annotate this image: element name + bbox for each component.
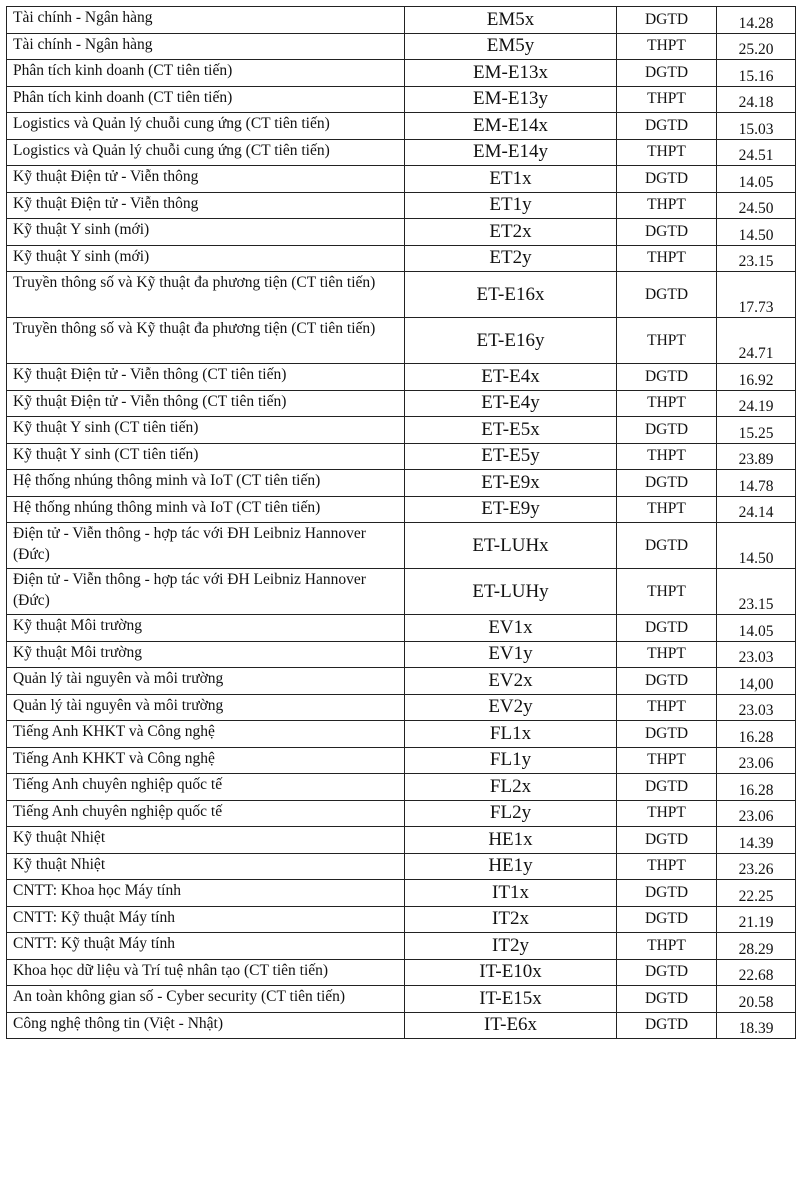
- exam-type-cell: DGTD: [617, 774, 717, 801]
- score-cell: 14.50: [717, 523, 796, 569]
- exam-type-cell: DGTD: [617, 668, 717, 695]
- program-code-cell: EM5y: [405, 33, 617, 60]
- program-name-cell: Kỹ thuật Y sinh (mới): [7, 245, 405, 272]
- table-row: [7, 721, 796, 748]
- score-cell: 15.16: [717, 60, 796, 87]
- program-name-cell: Kỹ thuật Y sinh (CT tiên tiến): [7, 443, 405, 470]
- program-name-cell: Kỹ thuật Nhiệt: [7, 827, 405, 854]
- table-row: [7, 166, 796, 193]
- exam-type-cell: THPT: [617, 318, 717, 364]
- program-name-cell: Công nghệ thông tin (Việt - Nhật): [7, 1012, 405, 1039]
- score-cell: 23.89: [717, 443, 796, 470]
- score-cell: 23.26: [717, 853, 796, 880]
- table-row: [7, 800, 796, 827]
- program-code-cell: ET-E9x: [405, 470, 617, 497]
- program-name-cell: CNTT: Kỹ thuật Máy tính: [7, 906, 405, 933]
- table-row: [7, 245, 796, 272]
- program-code-cell: ET-E16x: [405, 272, 617, 318]
- program-name-cell: Hệ thống nhúng thông minh và IoT (CT tiên tiến): [7, 496, 405, 523]
- program-name-cell: Tài chính - Ngân hàng: [7, 7, 405, 34]
- program-code-cell: EM5x: [405, 7, 617, 34]
- program-code-cell: EM-E13x: [405, 60, 617, 87]
- exam-type-cell: DGTD: [617, 880, 717, 907]
- score-cell: 25.20: [717, 33, 796, 60]
- table-row: [7, 959, 796, 986]
- score-cell: 24.14: [717, 496, 796, 523]
- exam-type-cell: DGTD: [617, 1012, 717, 1039]
- program-code-cell: IT-E15x: [405, 986, 617, 1013]
- program-name-cell: Phân tích kinh doanh (CT tiên tiến): [7, 60, 405, 87]
- table-row: [7, 933, 796, 960]
- table-row: [7, 774, 796, 801]
- program-code-cell: IT2x: [405, 906, 617, 933]
- program-code-cell: EV1y: [405, 641, 617, 668]
- program-name-cell: Kỹ thuật Môi trường: [7, 615, 405, 642]
- score-cell: 14.05: [717, 615, 796, 642]
- exam-type-cell: THPT: [617, 641, 717, 668]
- program-name-cell: Kỹ thuật Điện tử - Viễn thông: [7, 166, 405, 193]
- table-row: [7, 694, 796, 721]
- exam-type-cell: THPT: [617, 390, 717, 417]
- exam-type-cell: DGTD: [617, 470, 717, 497]
- table-row: [7, 417, 796, 444]
- program-name-cell: Logistics và Quản lý chuỗi cung ứng (CT tiên tiến): [7, 113, 405, 140]
- score-cell: 16.92: [717, 364, 796, 391]
- score-cell: 16.28: [717, 721, 796, 748]
- program-name-cell: Tiếng Anh chuyên nghiệp quốc tế: [7, 800, 405, 827]
- program-name-cell: Tiếng Anh KHKT và Công nghệ: [7, 721, 405, 748]
- program-name-cell: Kỹ thuật Nhiệt: [7, 853, 405, 880]
- table-row: [7, 33, 796, 60]
- program-code-cell: EV2x: [405, 668, 617, 695]
- score-cell: 17.73: [717, 272, 796, 318]
- exam-type-cell: THPT: [617, 853, 717, 880]
- exam-type-cell: DGTD: [617, 7, 717, 34]
- table-row: [7, 272, 796, 318]
- exam-type-cell: DGTD: [617, 219, 717, 246]
- table-row: [7, 827, 796, 854]
- exam-type-cell: THPT: [617, 245, 717, 272]
- score-cell: 23.06: [717, 747, 796, 774]
- table-row: [7, 470, 796, 497]
- program-code-cell: IT1x: [405, 880, 617, 907]
- score-cell: 24.19: [717, 390, 796, 417]
- program-code-cell: FL2y: [405, 800, 617, 827]
- program-code-cell: EV2y: [405, 694, 617, 721]
- table-row: [7, 86, 796, 113]
- program-name-cell: Kỹ thuật Y sinh (mới): [7, 219, 405, 246]
- program-code-cell: IT-E10x: [405, 959, 617, 986]
- program-code-cell: IT-E6x: [405, 1012, 617, 1039]
- program-name-cell: Điện tử - Viễn thông - hợp tác với ĐH Leibniz Hannover (Đức): [7, 523, 405, 569]
- score-cell: 22.25: [717, 880, 796, 907]
- score-cell: 23.03: [717, 641, 796, 668]
- exam-type-cell: DGTD: [617, 113, 717, 140]
- program-name-cell: Quản lý tài nguyên và môi trường: [7, 668, 405, 695]
- program-code-cell: FL2x: [405, 774, 617, 801]
- table-row: [7, 906, 796, 933]
- program-code-cell: ET2y: [405, 245, 617, 272]
- program-name-cell: Quản lý tài nguyên và môi trường: [7, 694, 405, 721]
- exam-type-cell: DGTD: [617, 906, 717, 933]
- exam-type-cell: THPT: [617, 933, 717, 960]
- table-row: [7, 641, 796, 668]
- score-cell: 14,00: [717, 668, 796, 695]
- program-name-cell: CNTT: Khoa học Máy tính: [7, 880, 405, 907]
- exam-type-cell: DGTD: [617, 364, 717, 391]
- program-name-cell: Điện tử - Viễn thông - hợp tác với ĐH Leibniz Hannover (Đức): [7, 569, 405, 615]
- exam-type-cell: THPT: [617, 694, 717, 721]
- exam-type-cell: THPT: [617, 569, 717, 615]
- program-code-cell: ET-E4y: [405, 390, 617, 417]
- program-name-cell: Kỹ thuật Y sinh (CT tiên tiến): [7, 417, 405, 444]
- program-code-cell: ET1x: [405, 166, 617, 193]
- program-code-cell: EM-E14x: [405, 113, 617, 140]
- score-cell: 24.18: [717, 86, 796, 113]
- score-cell: 15.25: [717, 417, 796, 444]
- exam-type-cell: DGTD: [617, 827, 717, 854]
- table-row: [7, 113, 796, 140]
- score-cell: 24.50: [717, 192, 796, 219]
- score-cell: 23.06: [717, 800, 796, 827]
- program-name-cell: Kỹ thuật Điện tử - Viễn thông: [7, 192, 405, 219]
- table-row: [7, 615, 796, 642]
- program-name-cell: An toàn không gian số - Cyber security (CT tiên tiến): [7, 986, 405, 1013]
- exam-type-cell: DGTD: [617, 60, 717, 87]
- program-name-cell: Truyền thông số và Kỹ thuật đa phương tiện (CT tiên tiến): [7, 318, 405, 364]
- exam-type-cell: DGTD: [617, 272, 717, 318]
- program-name-cell: Tiếng Anh KHKT và Công nghệ: [7, 747, 405, 774]
- table-row: [7, 219, 796, 246]
- program-code-cell: ET-E4x: [405, 364, 617, 391]
- program-name-cell: Tiếng Anh chuyên nghiệp quốc tế: [7, 774, 405, 801]
- exam-type-cell: THPT: [617, 443, 717, 470]
- exam-type-cell: THPT: [617, 747, 717, 774]
- program-name-cell: Khoa học dữ liệu và Trí tuệ nhân tạo (CT tiên tiến): [7, 959, 405, 986]
- table-row: [7, 880, 796, 907]
- score-cell: 28.29: [717, 933, 796, 960]
- score-cell: 24.71: [717, 318, 796, 364]
- program-name-cell: Hệ thống nhúng thông minh và IoT (CT tiên tiến): [7, 470, 405, 497]
- program-name-cell: Kỹ thuật Điện tử - Viễn thông (CT tiên tiến): [7, 390, 405, 417]
- program-name-cell: Logistics và Quản lý chuỗi cung ứng (CT tiên tiến): [7, 139, 405, 166]
- program-code-cell: FL1y: [405, 747, 617, 774]
- score-cell: 14.05: [717, 166, 796, 193]
- exam-type-cell: DGTD: [617, 523, 717, 569]
- exam-type-cell: THPT: [617, 33, 717, 60]
- score-cell: 23.15: [717, 245, 796, 272]
- table-row: [7, 523, 796, 569]
- table-row: [7, 390, 796, 417]
- program-name-cell: Truyền thông số và Kỹ thuật đa phương tiện (CT tiên tiến): [7, 272, 405, 318]
- exam-type-cell: DGTD: [617, 166, 717, 193]
- program-code-cell: ET-LUHy: [405, 569, 617, 615]
- exam-type-cell: DGTD: [617, 417, 717, 444]
- program-code-cell: HE1x: [405, 827, 617, 854]
- score-cell: 21.19: [717, 906, 796, 933]
- table-row: [7, 139, 796, 166]
- score-cell: 14.28: [717, 7, 796, 34]
- exam-type-cell: DGTD: [617, 959, 717, 986]
- program-name-cell: Tài chính - Ngân hàng: [7, 33, 405, 60]
- program-code-cell: ET-LUHx: [405, 523, 617, 569]
- program-code-cell: ET2x: [405, 219, 617, 246]
- table-row: [7, 7, 796, 34]
- exam-type-cell: THPT: [617, 86, 717, 113]
- score-cell: 14.50: [717, 219, 796, 246]
- exam-type-cell: DGTD: [617, 986, 717, 1013]
- exam-type-cell: THPT: [617, 800, 717, 827]
- table-row: [7, 318, 796, 364]
- program-code-cell: ET-E5y: [405, 443, 617, 470]
- program-name-cell: Kỹ thuật Điện tử - Viễn thông (CT tiên tiến): [7, 364, 405, 391]
- program-code-cell: ET-E16y: [405, 318, 617, 364]
- table-row: [7, 569, 796, 615]
- program-code-cell: EM-E13y: [405, 86, 617, 113]
- program-code-cell: ET-E5x: [405, 417, 617, 444]
- exam-type-cell: THPT: [617, 192, 717, 219]
- program-name-cell: CNTT: Kỹ thuật Máy tính: [7, 933, 405, 960]
- score-cell: 22.68: [717, 959, 796, 986]
- score-cell: 14.78: [717, 470, 796, 497]
- program-code-cell: ET-E9y: [405, 496, 617, 523]
- program-name-cell: Phân tích kinh doanh (CT tiên tiến): [7, 86, 405, 113]
- exam-type-cell: DGTD: [617, 721, 717, 748]
- exam-type-cell: DGTD: [617, 615, 717, 642]
- program-code-cell: EV1x: [405, 615, 617, 642]
- table-row: [7, 853, 796, 880]
- table-row: [7, 1012, 796, 1039]
- table-body: [7, 7, 796, 1039]
- score-cell: 14.39: [717, 827, 796, 854]
- score-cell: 24.51: [717, 139, 796, 166]
- score-cell: 23.15: [717, 569, 796, 615]
- score-cell: 20.58: [717, 986, 796, 1013]
- admission-scores-table: [6, 6, 796, 1039]
- program-code-cell: IT2y: [405, 933, 617, 960]
- table-row: [7, 443, 796, 470]
- table-row: [7, 668, 796, 695]
- table-row: [7, 747, 796, 774]
- exam-type-cell: THPT: [617, 496, 717, 523]
- program-code-cell: FL1x: [405, 721, 617, 748]
- score-cell: 15.03: [717, 113, 796, 140]
- table-row: [7, 364, 796, 391]
- exam-type-cell: THPT: [617, 139, 717, 166]
- score-cell: 23.03: [717, 694, 796, 721]
- score-cell: 18.39: [717, 1012, 796, 1039]
- table-row: [7, 60, 796, 87]
- program-code-cell: ET1y: [405, 192, 617, 219]
- program-code-cell: HE1y: [405, 853, 617, 880]
- score-cell: 16.28: [717, 774, 796, 801]
- table-row: [7, 986, 796, 1013]
- program-name-cell: Kỹ thuật Môi trường: [7, 641, 405, 668]
- table-row: [7, 192, 796, 219]
- program-code-cell: EM-E14y: [405, 139, 617, 166]
- table-row: [7, 496, 796, 523]
